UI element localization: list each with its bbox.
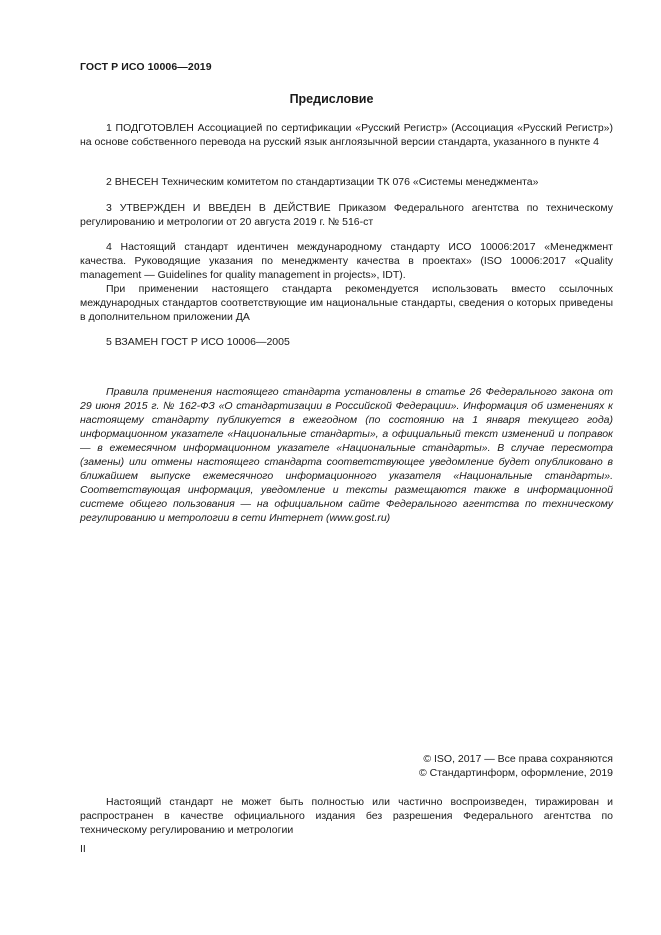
preface-item-lead: 2 ВНЕСЕН: [106, 176, 159, 188]
copyright-iso: © ISO, 2017 — Все права сохраняются: [423, 753, 613, 765]
document-header-code: ГОСТ Р ИСО 10006—2019: [80, 61, 212, 73]
preface-item-2: [80, 175, 613, 189]
page-title: Предисловие: [289, 92, 374, 106]
preface-item-5: [80, 335, 613, 349]
reproduction-notice: Настоящий стандарт не может быть полностью или частично воспроизведен, тиражирован и распространен в качестве официального издания без разрешения Федерального агентства по техническому регулированию и метрологии: [80, 796, 613, 836]
preface-item-4-note: [80, 282, 613, 324]
preface-item-lead: 4: [106, 241, 112, 253]
preface-item-3: [80, 201, 613, 229]
preface-item-text: Ассоциацией по сертификации «Русский Регистр» (Ассоциация «Русский Регистр») на основе собственного перевода на русский язык англоязычной версии стандарта, указанного в пункте 4: [80, 122, 613, 148]
copyright-standartinform: © Стандартинформ, оформление, 2019: [418, 767, 613, 779]
preface-item-text: ГОСТ Р ИСО 10006—2005: [158, 336, 290, 348]
preface-item-text: Техническим комитетом по стандартизации ТК 076 «Системы менеджмента»: [158, 176, 539, 188]
preface-item-4: [80, 240, 613, 282]
preface-item-text: При применении настоящего стандарта рекомендуется использовать вместо ссылочных международных стандартов соответствующие им национальные стандарты, сведения о которых приведены в дополнительном приложении ДА: [80, 283, 613, 323]
preface-item-1: [80, 121, 613, 149]
preface-item-text: Настоящий стандарт идентичен международному стандарту ИСО 10006:2017 «Менеджмент качества. Руководящие указания по менеджменту качества в проектах» (ISO 10006:2017 «Quality management — Guidelines for quality management in projects», IDT).: [80, 241, 613, 281]
preface-item-lead: 3 УТВЕРЖДЕН И ВВЕДЕН В ДЕЙСТВИЕ: [106, 202, 331, 214]
application-rules-notice: Правила применения настоящего стандарта установлены в статье 26 Федерального закона от 29 июня 2015 г. № 162-ФЗ «О стандартизации в Российской Федерации». Информация об изменениях к настоящему стандарту публикуется в ежегодном (по состоянию на 1 января текущего года) информационном указателе «Национальные стандарты», а официальный текст изменений и поправок — в ежемесячном информационном указателе «Национальные стандарты». В случае пересмотра (замены) или отмены настоящего стандарта соответствующее уведомление будет опубликовано в ближайшем выпуске ежемесячного информационного указателя «Национальные стандарты». Соответствующая информация, уведомление и тексты размещаются также в информационной системе общего пользования — на официальном сайте Федерального агентства по техническому регулированию и метрологии в сети Интернет (www.gost.ru): [80, 386, 613, 524]
page-number: II: [80, 843, 86, 855]
preface-item-lead: 1 ПОДГОТОВЛЕН: [106, 122, 194, 134]
preface-item-text: Приказом Федерального агентства по техническому регулированию и метрологии от 20 августа 2019 г. № 516-ст: [80, 202, 613, 228]
preface-item-lead: 5 ВЗАМЕН: [106, 336, 159, 348]
